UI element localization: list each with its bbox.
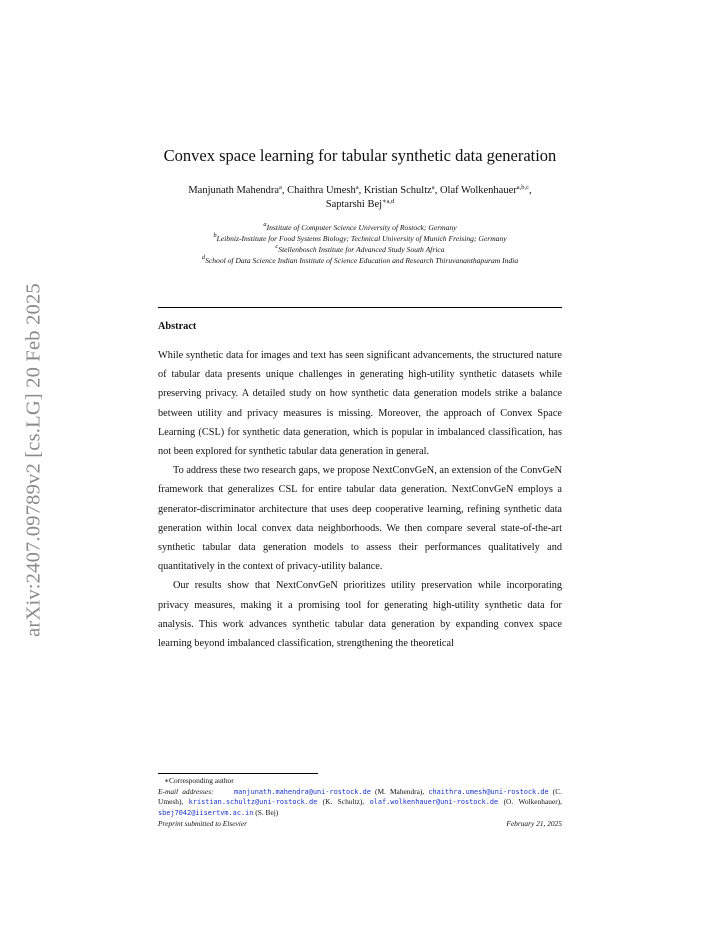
- preprint-note: Preprint submitted to Elsevier: [158, 819, 248, 828]
- footnote: [158, 776, 562, 818]
- author-name: Olaf Wolkenhauer: [439, 185, 517, 196]
- abstract-heading: Abstract: [158, 321, 197, 332]
- affiliation-line: $^c$Stellenbosch Institute for Advanced Study South Africa: [275, 243, 445, 254]
- author-affiliation-mark: a,b,c: [516, 184, 530, 191]
- author-name: Saptarshi Bej: [325, 199, 383, 210]
- email-link[interactable]: chaithra.umesh@uni-rostock.de: [428, 787, 549, 796]
- affiliation-line: $^d$School of Data Science Indian Institute of Science Education and Research Thiruvananthapuram India: [201, 254, 519, 265]
- author-affiliation-mark: a: [431, 184, 435, 191]
- corresponding-author-note: ∗Corresponding author: [164, 776, 234, 785]
- abstract-paragraph: Our results show that NextConvGeN prioritizes utility preservation while incorporating privacy measures, making it a promising tool for generating high-utility synthetic data for analysis. This work advances synthetic tabular data generation by expanding convex space learning beyond imbalanced classification, strengthening the theoretical: [158, 580, 562, 650]
- author-affiliation-mark: ∗a,d: [382, 198, 395, 205]
- author-affiliation-mark: a: [355, 184, 359, 191]
- arxiv-identifier[interactable]: arXiv:2407.09789v2 [cs.LG] 20 Feb 2025: [22, 283, 45, 637]
- arxiv-identifier-sidebar: [14, 250, 54, 670]
- abstract-paragraph: While synthetic data for images and text has seen significant advancements, the structured nature of tabular data presents unique challenges in generating high-utility synthetic datasets while preserving privacy. A detailed study on how synthetic data generation models strike a balance between utility and privacy measures is missing. Moreover, the approach of Convex Space Learning (CSL) for synthetic data generation, which is popular in imbalanced classification, has not been explored for synthetic tabular data generation in general.: [158, 350, 562, 458]
- abstract-body: [158, 346, 562, 653]
- paper-title: Convex space learning for tabular synthetic data generation: [163, 146, 557, 165]
- abstract-paragraph: To address these two research gaps, we propose NextConvGeN, an extension of the ConvGeN framework that generalizes CSL for entire tabular data generation. NextConvGeN employs a generator-discriminator architecture that uses deep cooperative learning, refining synthetic data generation within local convex data neighborhoods. We then compare several state-of-the-art synthetic tabular data generation models to assess their performances qualitatively and quantitatively in the context of privacy-utility balance.: [158, 465, 562, 573]
- abstract-top-rule: [158, 307, 562, 308]
- author-name: Manjunath Mahendra: [188, 185, 280, 196]
- footnote-rule: [158, 773, 318, 774]
- email-link[interactable]: manjunath.mahendra@uni-rostock.de: [234, 787, 371, 796]
- email-link[interactable]: sbej7042@iisertvm.ac.in: [158, 808, 254, 817]
- preprint-date: February 21, 2025: [506, 819, 562, 828]
- author-name: Kristian Schultz: [363, 185, 432, 196]
- email-addresses: E-mail addresses: manjunath.mahendra@uni-rostock.de (M. Mahendra), chaithra.umesh@uni-rostock.de (C. Umesh), kristian.schultz@uni-rostock.de (K. Schultz), olaf.wolkenhauer@uni-rostock.de (O. Wolkenhauer), sbej7042@iisertvm.ac.in (S. Bej): [158, 786, 562, 817]
- email-label: E-mail addresses:: [158, 786, 214, 796]
- affiliation-line: $^b$Leibniz-Institute for Food Systems Biology; Technical University of Munich Freising; Germany: [213, 232, 507, 243]
- affiliation-line: $^a$Institute of Computer Science University of Rostock; Germany: [263, 221, 457, 232]
- email-link[interactable]: kristian.schultz@uni-rostock.de: [188, 798, 318, 807]
- affiliation-list: [150, 222, 570, 266]
- author-list: Manjunath Mahendra$^a$, Chaithra Umesh$^a$, Kristian Schultz$^a$, Olaf Wolkenhauer$^{a,b,c}$, Saptarshi Bej$^{∗a,d}$: [188, 184, 532, 210]
- email-link[interactable]: olaf.wolkenhauer@uni-rostock.de: [369, 798, 499, 807]
- author-name: Chaithra Umesh: [287, 185, 356, 196]
- author-affiliation-mark: a: [279, 184, 282, 191]
